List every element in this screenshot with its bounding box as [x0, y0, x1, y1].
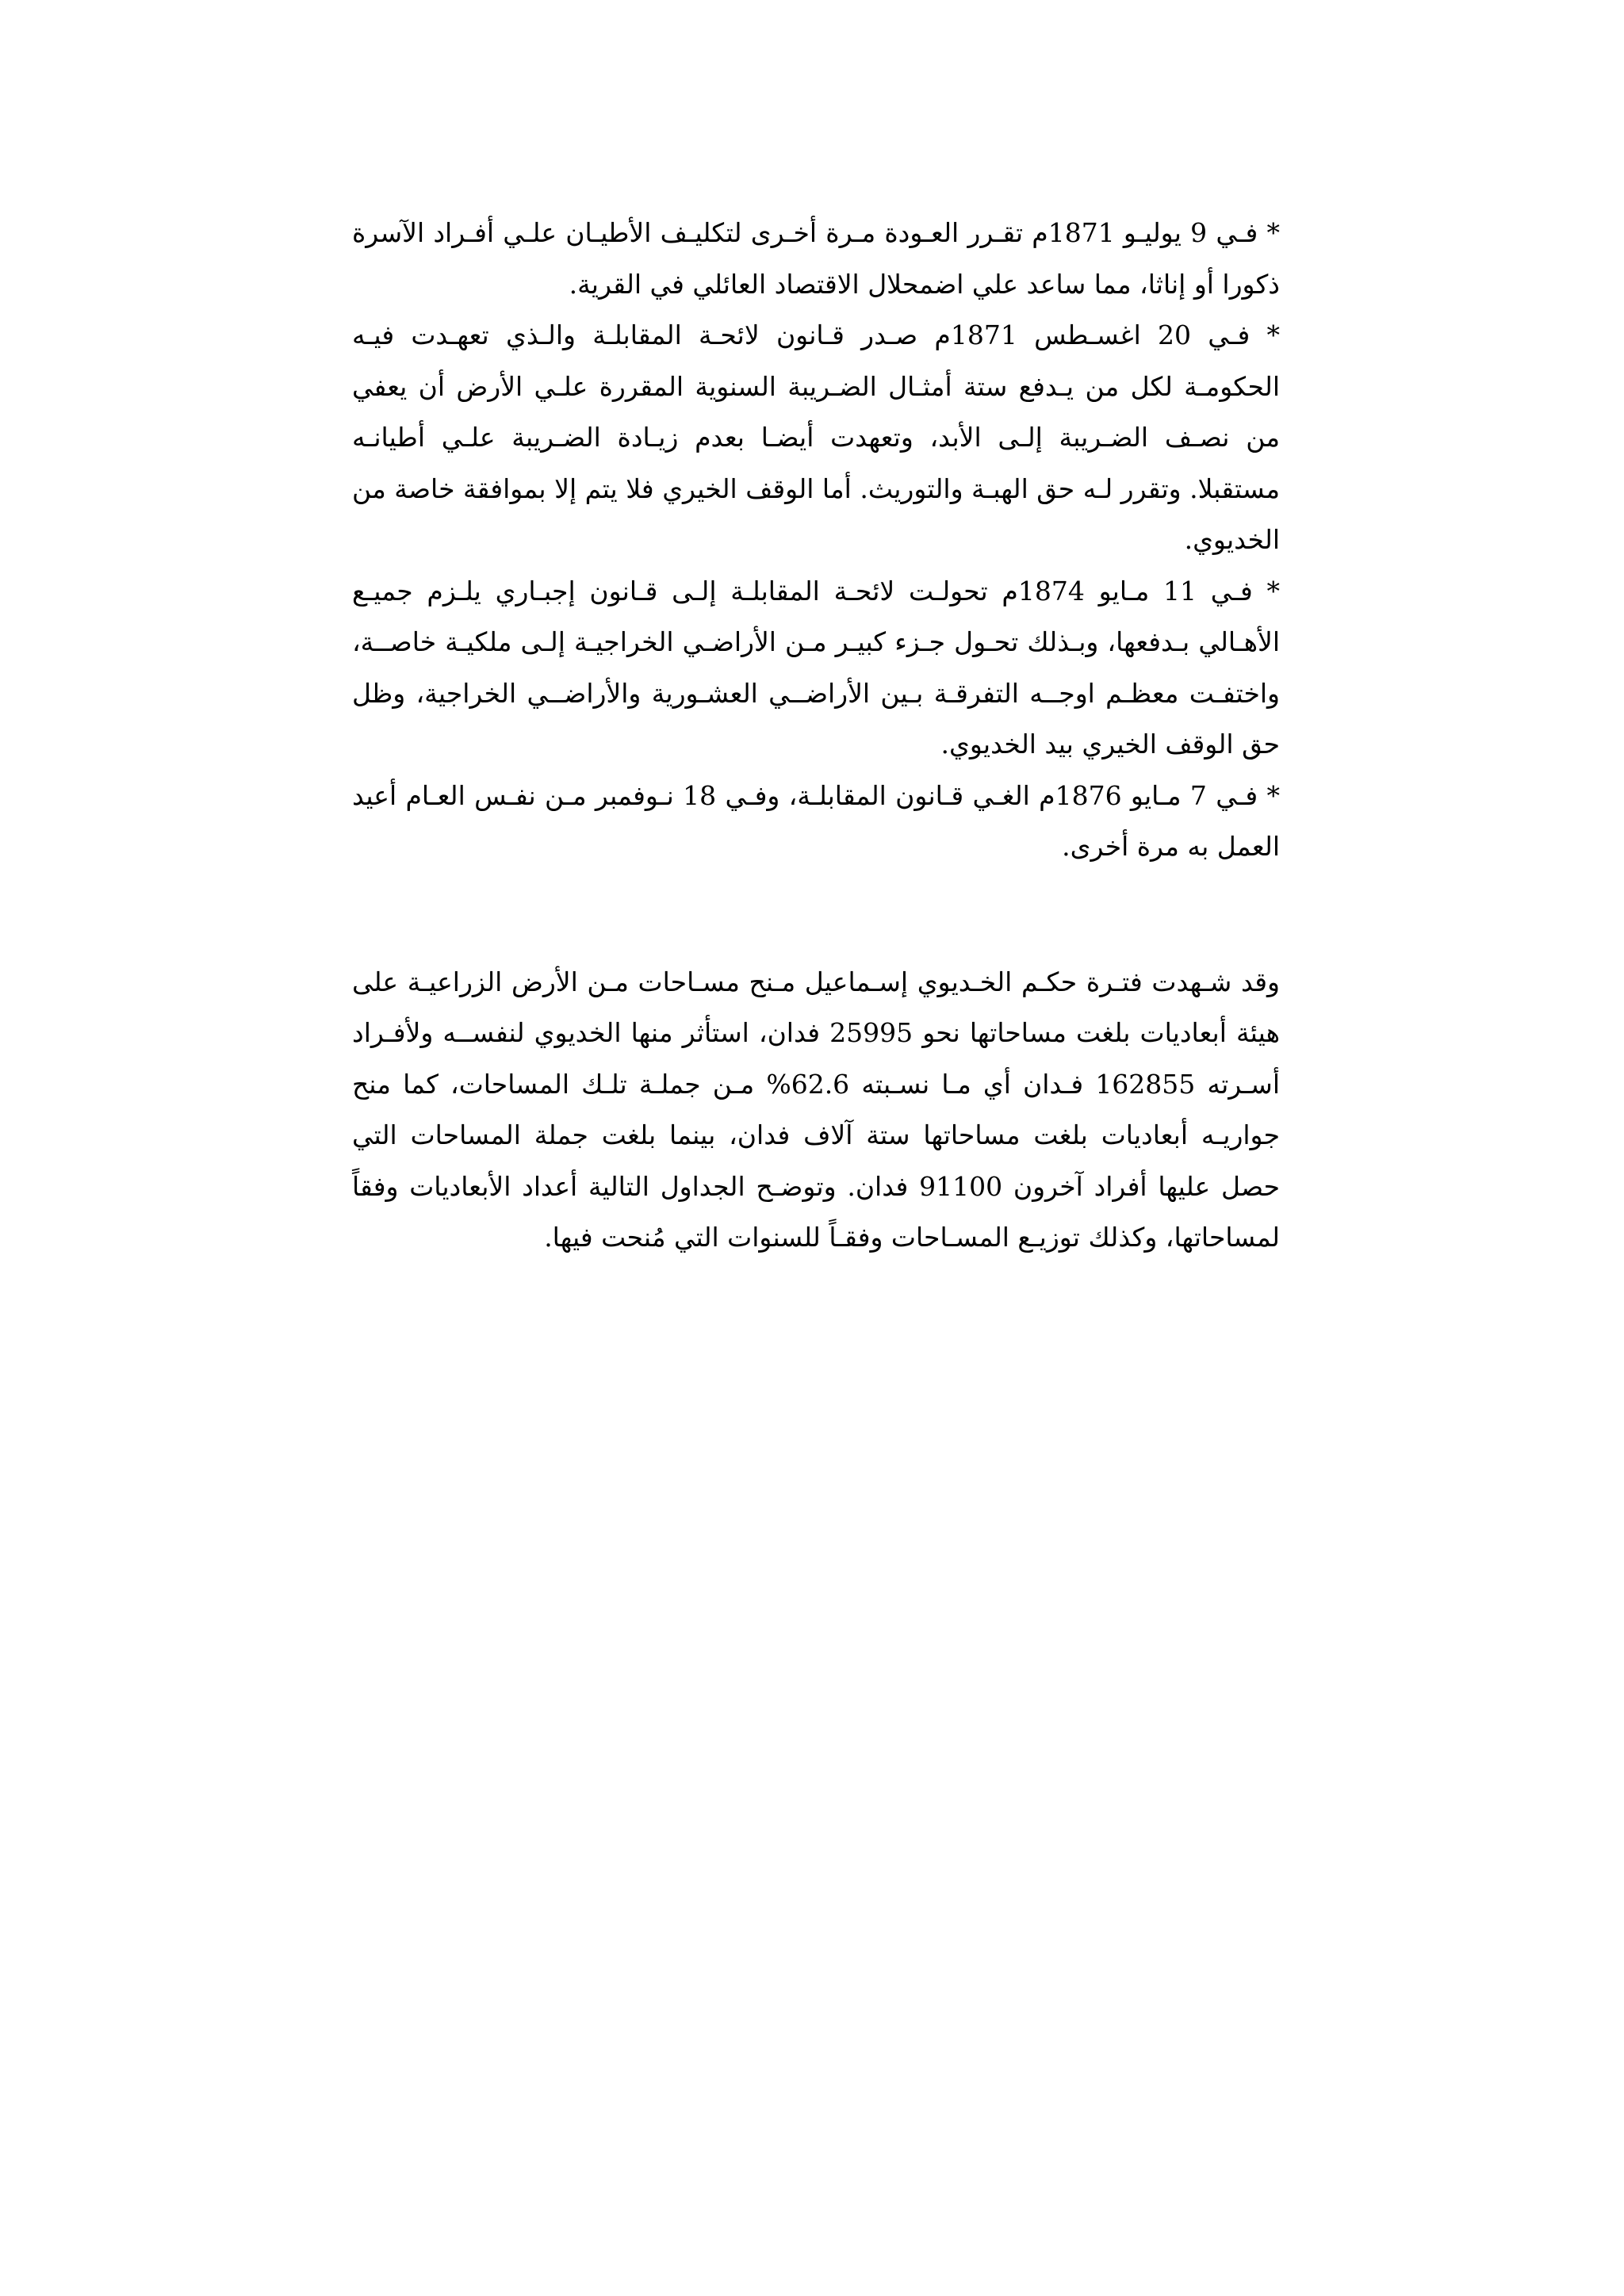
- bullet-item-3: * فـي 11 مـايو 1874م تحولـت لائحـة المقابلـة إلـى قـانون إجبـاري يلـزم جميـع الأهـالي بـدفعها، وبـذلك تحـول جـزء كبيـر مـن الأراضـي الخراجيـة إلـى ملكيـة خاصــة، واختفـت معظـم اوجــه التفرقـة بـين الأراضــي العشـورية والأراضــي الخراجية، وظل حق الوقف الخيري بيد الخديوي.: [352, 575, 1280, 760]
- bullet-item-1: * فـي 9 يوليـو 1871م تقـرر العـودة مـرة أخـرى لتكليـف الأطيـان علـي أفـراد الآسرة ذكورا أو إناثا، مما ساعد علي اضمحلال الاقتصاد العائلي في القرية.: [352, 217, 1280, 300]
- bullet-item-2: * فـي 20 اغسـطس 1871م صـدر قـانون لائحـة المقابلـة والـذي تعهـدت فيـه الحكومـة لكل من يـدفع ستة أمثـال الضـريبة السنوية المقررة علـي الأرض أن يعفي من نصـف الضـريبة إلـى الأبد، وتعهدت أيضـا بعدم زيـادة الضـريبة علـي أطيانـه مستقبلا. وتقرر لـه حق الهبـة والتوريث. أما الوقف الخيري فلا يتم إلا بموافقة خاصة من الخديوي.: [352, 320, 1280, 555]
- paragraph-spacer: [352, 873, 1280, 957]
- document-page: [352, 208, 1280, 1264]
- bullet-list: [352, 208, 1280, 873]
- body-paragraph: وقد شـهدت فتـرة حكـم الخـديوي إسـماعيل مـنح مسـاحات مـن الأرض الزراعيـة على هيئة أبعاديات بلغت مساحاتها نحو 25995 فدان، استأثر منها الخديوي لنفســه ولأفـراد أسـرته 162855 فـدان أي مـا نسـبته 62.6% مـن جملـة تلـك المساحات، كما منح جواريـه أبعاديات بلغت مساحاتها ستة آلاف فدان، بينما بلغت جملة المساحات التي حصل عليها أفراد آخرون 91100 فدان. وتوضـح الجداول التالية أعداد الأبعاديات وفقاً لمساحاتها، وكذلك توزيـع المسـاحات وفقـاً للسنوات التي مُنحت فيها.: [352, 966, 1280, 1253]
- bullet-item-4: * فـي 7 مـايو 1876م الغـي قـانون المقابلـة، وفـي 18 نـوفمبر مـن نفـس العـام أعيد العمل به مرة أخرى.: [352, 779, 1280, 862]
